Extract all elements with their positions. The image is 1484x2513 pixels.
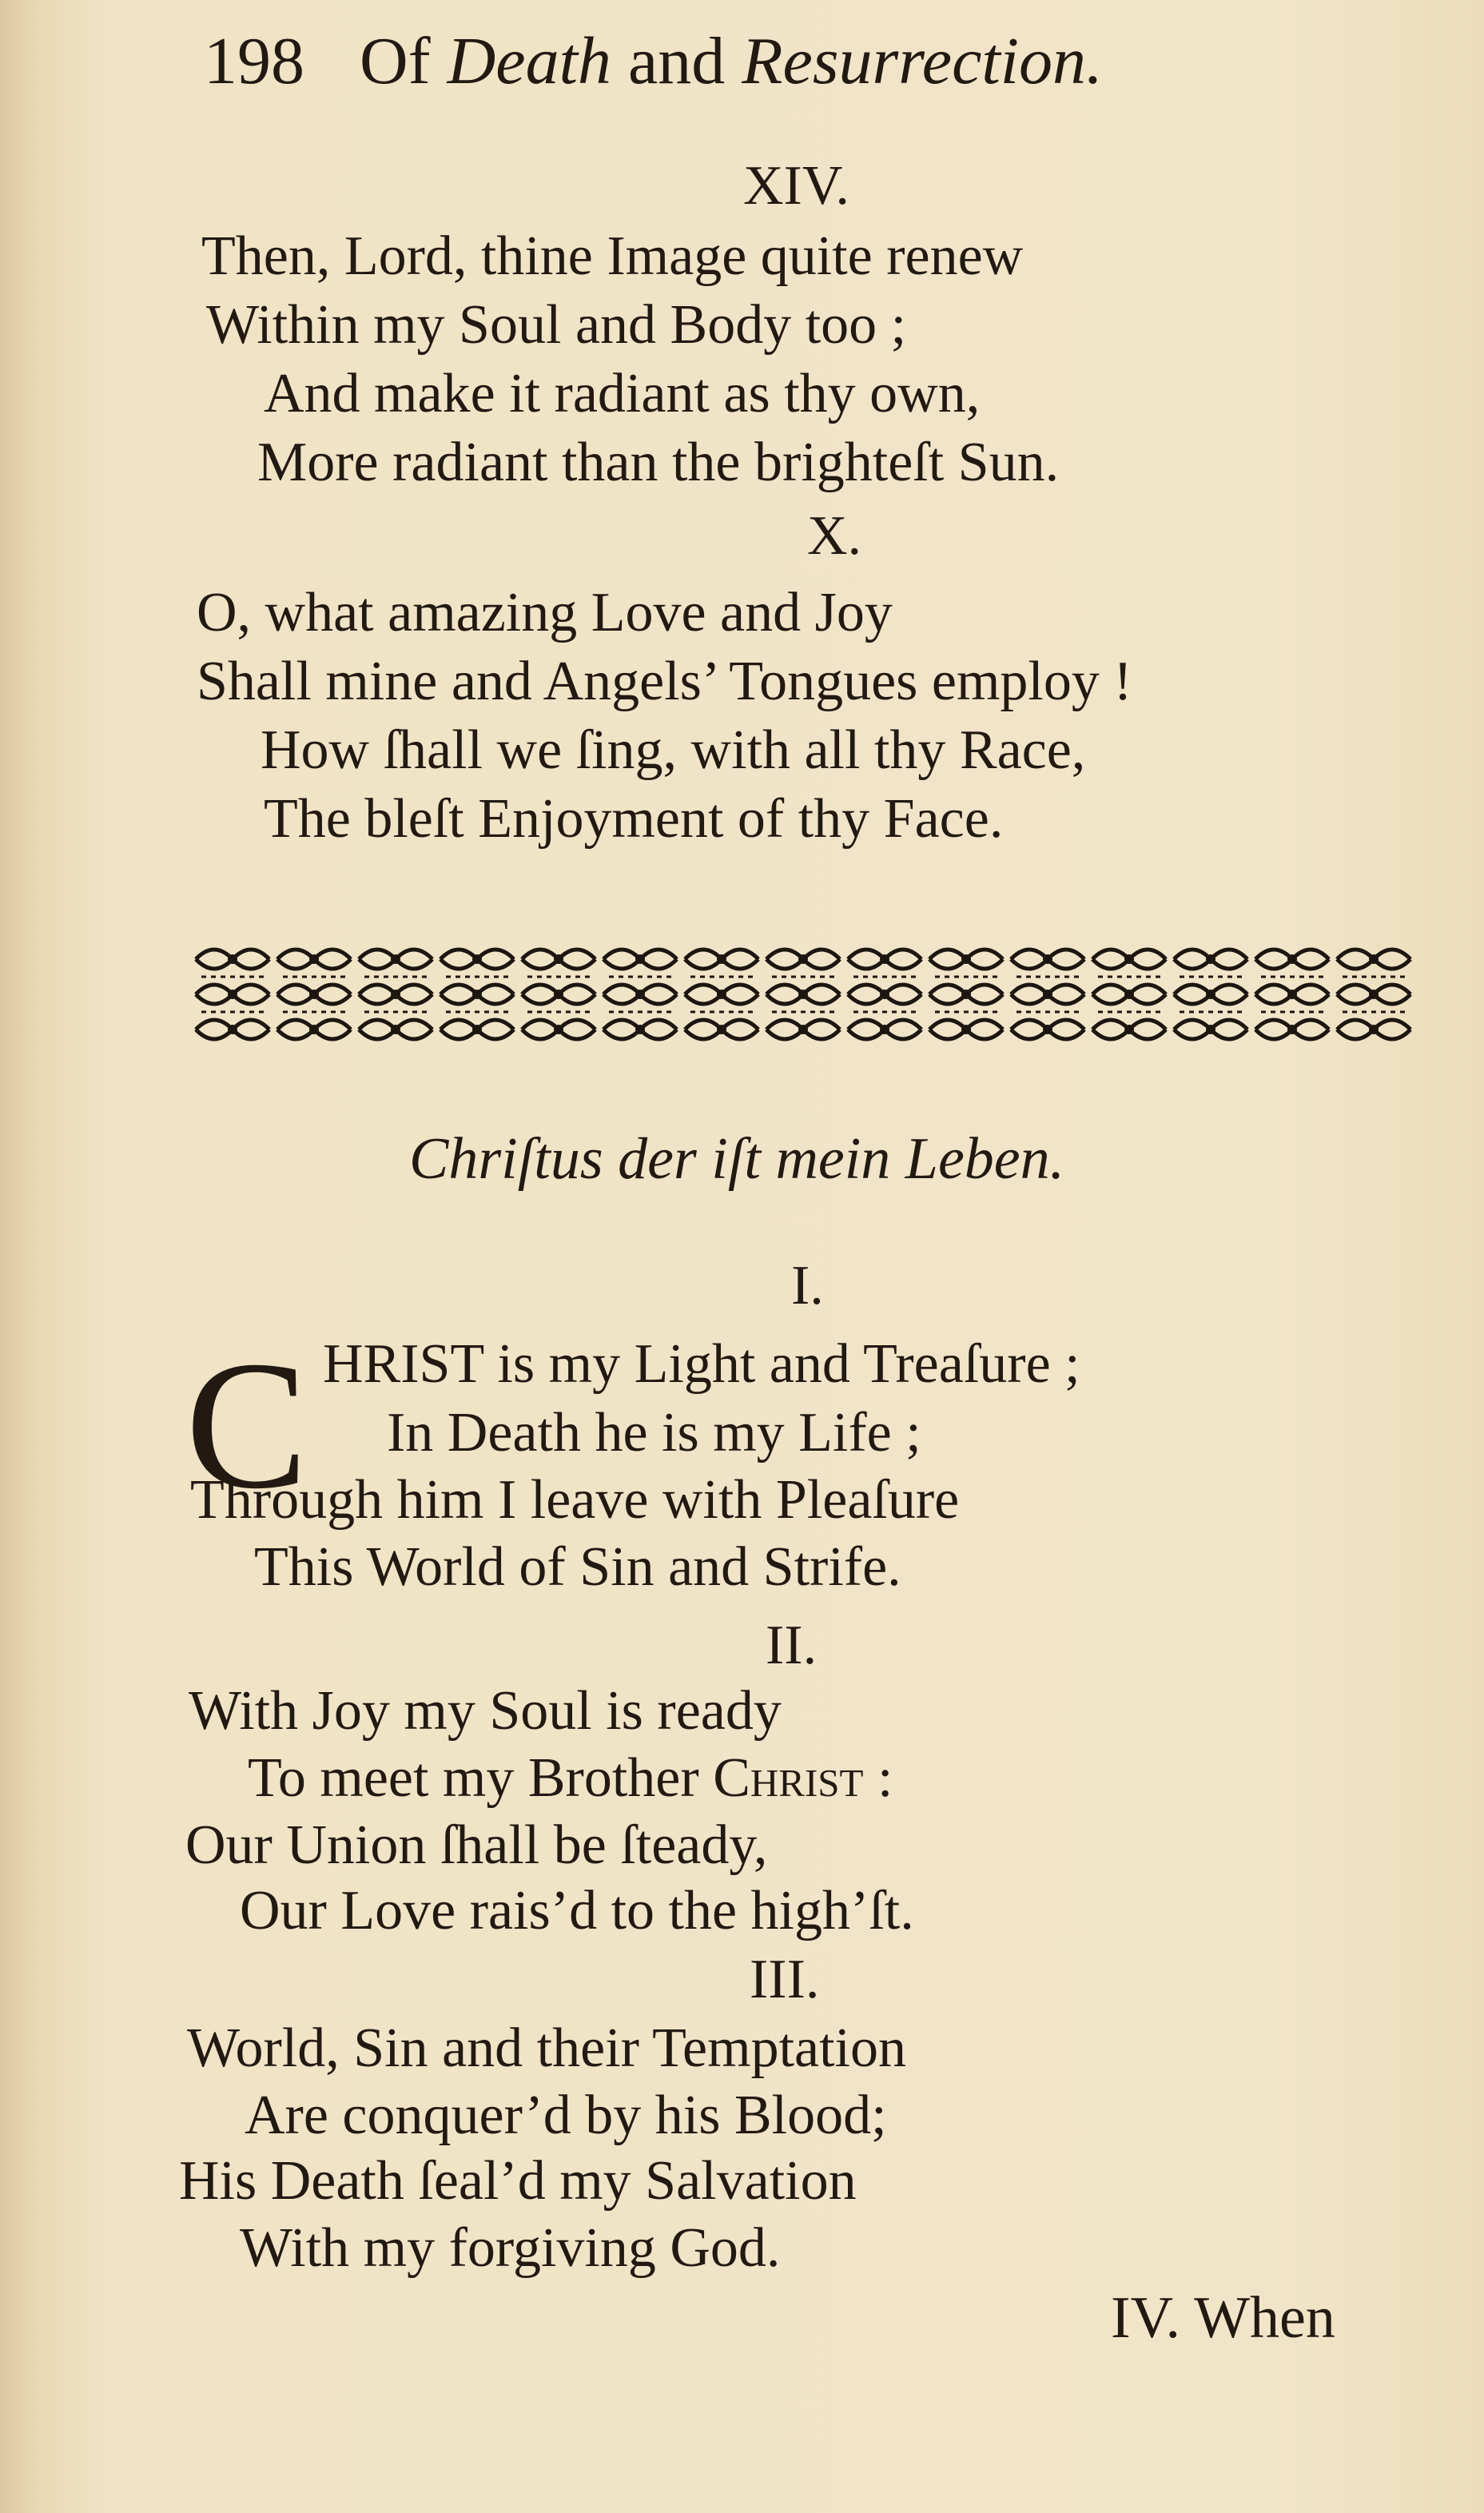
verse-line: How ſhall we ſing, with all thy Race,	[261, 719, 1086, 781]
header-of: Of	[360, 24, 431, 98]
verse-line	[248, 1747, 893, 1809]
verse-line: With Joy my Soul is ready	[189, 1680, 782, 1742]
verse-line: Our Love rais’d to the high’ſt.	[240, 1880, 914, 1942]
stanza-number-x: X.	[807, 505, 862, 567]
verse-line: HRIST is my Light and Treaſure ;	[323, 1333, 1080, 1395]
stanza-number-i: I.	[791, 1255, 824, 1316]
verse-line: Within my Soul and Body too ;	[206, 294, 907, 356]
verse-text: To meet my Brother	[248, 1747, 699, 1809]
verse-line: World, Sin and their Temptation	[187, 2017, 906, 2079]
stanza-number-xiv: XIV.	[743, 155, 849, 217]
verse-line: Are conquer’d by his Blood;	[245, 2085, 887, 2146]
drop-cap: C	[185, 1323, 308, 1527]
header-death: Death	[447, 24, 611, 98]
verse-line: This World of Sin and Strife.	[254, 1536, 901, 1598]
verse-line: His Death ſeal’d my Salvation	[179, 2150, 857, 2212]
verse-line: The bleſt Enjoyment of thy Face.	[264, 788, 1004, 850]
header-resurrection: Resurrection.	[742, 24, 1104, 98]
header-and: and	[627, 24, 726, 98]
running-header	[204, 22, 1103, 100]
verse-line: With my forgiving God.	[240, 2217, 781, 2279]
ornament-band-icon	[192, 942, 1414, 1047]
verse-line: Through him I leave with Pleaſure	[190, 1469, 960, 1531]
hymn-title: Chriſtus der iſt mein Leben.	[409, 1126, 1065, 1192]
verse-line: Then, Lord, thine Image quite renew	[201, 225, 1024, 287]
verse-line: More radiant than the brighteſt Sun.	[257, 432, 1060, 493]
verse-line: Shall mine and Angels’ Tongues employ !	[197, 651, 1132, 712]
verse-line: O, what amazing Love and Joy	[197, 582, 893, 643]
catchword: IV. When	[1111, 2285, 1335, 2351]
page-number: 198	[204, 24, 304, 98]
christ-small-caps: Christ	[713, 1747, 864, 1809]
punctuation-colon: :	[863, 1747, 893, 1809]
stanza-number-ii: II.	[766, 1615, 818, 1676]
verse-line: Our Union ſhall be ſteady,	[185, 1814, 768, 1876]
verse-line: And make it radiant as thy own,	[264, 363, 981, 424]
verse-line: In Death he is my Life ;	[387, 1402, 921, 1464]
stanza-number-iii: III.	[750, 1949, 820, 2010]
